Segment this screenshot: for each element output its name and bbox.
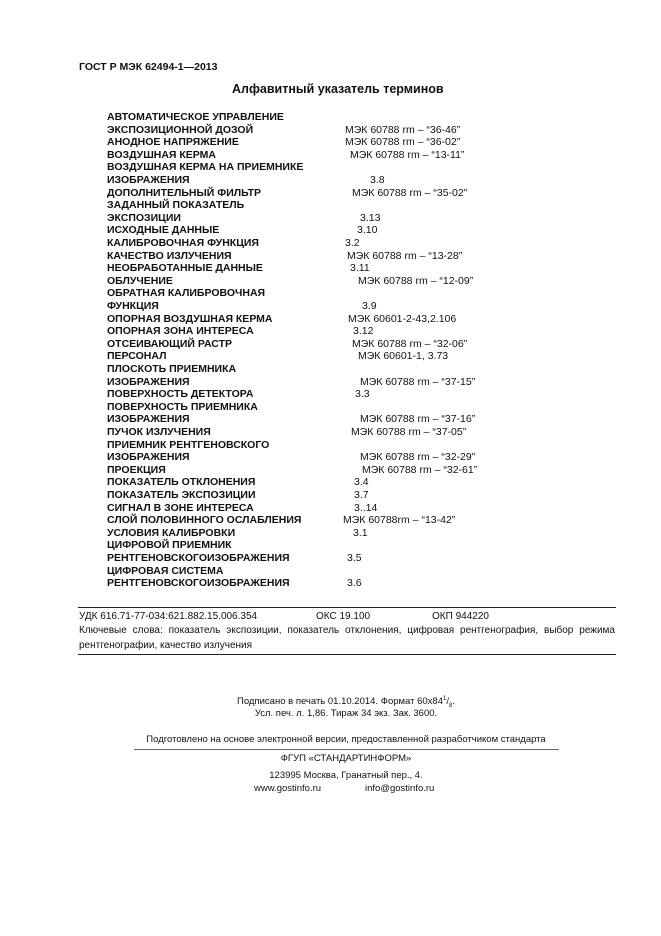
publisher-email-link[interactable]: info@gostinfo.ru bbox=[365, 783, 435, 794]
publisher: ФГУП «СТАНДАРТИНФОРМ» bbox=[280, 753, 412, 764]
index-term: ДОПОЛНИТЕЛЬНЫЙ ФИЛЬТР bbox=[107, 186, 262, 199]
index-reference: 3.3 bbox=[355, 388, 370, 401]
index-term: КАЛИБРОВОЧНАЯ ФУНКЦИЯ bbox=[107, 237, 259, 249]
index-term: ФУНКЦИЯ bbox=[107, 300, 159, 312]
index-term: УСЛОВИЯ КАЛИБРОВКИ bbox=[107, 526, 236, 539]
signed-to-print: Подписано в печать 01.10.2014. Формат $60х84^1/_8$. bbox=[237, 696, 455, 710]
index-reference: МЭК 60788 rm – “37-15” bbox=[360, 375, 476, 388]
index-reference: МЭК 60788 rm – “13-28” bbox=[347, 249, 463, 262]
index-reference: МЭК 60788 rm – “36-46” bbox=[345, 123, 461, 136]
index-term: ИСХОДНЫЕ ДАННЫЕ bbox=[107, 224, 220, 237]
index-reference: 3.7 bbox=[354, 489, 369, 501]
page-title: Алфавитный указатель терминов bbox=[232, 82, 444, 96]
index-term: ЗАДАННЫЙ ПОКАЗАТЕЛЬ bbox=[107, 199, 245, 212]
index-term: АНОДНОЕ НАПРЯЖЕНИЕ bbox=[107, 136, 239, 149]
index-term: ОТСЕИВАЮЩИЙ РАСТР bbox=[107, 337, 233, 350]
index-reference: 3.6 bbox=[347, 577, 362, 590]
okp-code: ОКП 944220 bbox=[432, 611, 489, 622]
index-reference: 3.10 bbox=[357, 224, 378, 237]
index-term: ЦИФРОВАЯ СИСТЕМА bbox=[107, 564, 224, 577]
index-term: ОПОРНАЯ ВОЗДУШНАЯ КЕРМА bbox=[107, 312, 273, 325]
index-term: ЦИФРОВОЙ ПРИЕМНИК bbox=[107, 539, 232, 552]
publisher-website-link[interactable]: www.gostinfo.ru bbox=[254, 783, 322, 794]
index-term: ОБРАТНАЯ КАЛИБРОВОЧНАЯ bbox=[107, 287, 266, 300]
index-reference: МЭК 60788 rm – “37-16” bbox=[360, 413, 476, 426]
index-term: ИЗОБРАЖЕНИЯ bbox=[107, 451, 190, 464]
index-term: ПЕРСОНАЛ bbox=[107, 350, 167, 363]
index-term: ИЗОБРАЖЕНИЯ bbox=[107, 375, 190, 388]
index-term: СИГНАЛ В ЗОНЕ ИНТЕРЕСА bbox=[107, 501, 254, 514]
index-reference: МЭК 60601-1, 3.73 bbox=[358, 350, 449, 363]
index-term: ПЛОСКОТЬ ПРИЕМНИКА bbox=[107, 363, 237, 375]
index-reference: 3.13 bbox=[360, 211, 381, 224]
index-reference: 3.8 bbox=[370, 174, 385, 186]
index-reference: МЭК 60788 rm – “35-02” bbox=[352, 186, 468, 199]
oks-code: ОКС 19.100 bbox=[316, 611, 371, 622]
index-reference: МЭК 60788 rm – “32-61” bbox=[362, 463, 478, 476]
index-reference: 3.1 bbox=[353, 526, 368, 539]
index-reference: МЭК 60788 rm – “37-05” bbox=[351, 426, 467, 438]
index-term: ОПОРНАЯ ЗОНА ИНТЕРЕСА bbox=[107, 325, 254, 338]
index-reference: МЭК 60788 rm – “12-09” bbox=[358, 274, 474, 287]
index-term: РЕНТГЕНОВСКОГОИЗОБРАЖЕНИЯ bbox=[107, 552, 290, 564]
index-term: ПОВЕРХНОСТЬ ДЕТЕКТОРА bbox=[107, 388, 254, 401]
print-sheets: Усл. печ. л. 1,86. Тираж 34 экз. Зак. 3600. bbox=[254, 708, 438, 719]
imprint-divider bbox=[134, 749, 559, 750]
index-term: КАЧЕСТВО ИЗЛУЧЕНИЯ bbox=[107, 249, 232, 262]
document-code: ГОСТ Р МЭК 62494-1—2013 bbox=[79, 61, 218, 73]
index-term: ИЗОБРАЖЕНИЯ bbox=[107, 174, 190, 186]
index-reference: 3.12 bbox=[353, 325, 374, 338]
keywords: Ключевые слова: показатель экспозиции, показатель отклонения, цифровая рентгенография, выбор режима рентгенографии, качество излучения bbox=[79, 625, 615, 651]
index-reference: 3.2 bbox=[345, 237, 360, 249]
index-term: ПОКАЗАТЕЛЬ ОТКЛОНЕНИЯ bbox=[107, 476, 256, 489]
index-reference: 3.11 bbox=[350, 262, 370, 275]
index-term: ИЗОБРАЖЕНИЯ bbox=[107, 413, 190, 426]
index-term: ЭКСПОЗИЦИИ bbox=[107, 211, 181, 224]
index-reference: МЭК 60788rm – “13-42” bbox=[343, 514, 456, 527]
index-term: АВТОМАТИЧЕСКОЕ УПРАВЛЕНИЕ bbox=[107, 111, 284, 123]
divider-bottom bbox=[78, 654, 616, 655]
index-reference: МЭК 60601-2-43,2.106 bbox=[348, 312, 457, 325]
index-term: ПОКАЗАТЕЛЬ ЭКСПОЗИЦИИ bbox=[107, 489, 256, 501]
index-term: СЛОЙ ПОЛОВИННОГО ОСЛАБЛЕНИЯ bbox=[107, 514, 302, 527]
index-term: ЭКСПОЗИЦИОННОЙ ДОЗОЙ bbox=[107, 123, 254, 136]
index-term: ВОЗДУШНАЯ КЕРМА bbox=[107, 148, 216, 161]
index-reference: МЭК 60788 rm – “32-06” bbox=[352, 337, 468, 350]
index-term: ПУЧОК ИЗЛУЧЕНИЯ bbox=[107, 426, 211, 438]
index-reference: 3..14 bbox=[354, 501, 378, 514]
index-reference: 3.5 bbox=[347, 552, 362, 564]
divider-top bbox=[78, 607, 616, 608]
index-reference: 3.4 bbox=[354, 476, 369, 489]
publisher-address: 123995 Москва, Гранатный пер., 4. bbox=[269, 770, 423, 781]
prepared-note: Подготовлено на основе электронной версии, предоставленной разработчиком стандарта bbox=[146, 734, 546, 745]
index-term: ПРОЕКЦИЯ bbox=[107, 463, 166, 476]
index-term: ПОВЕРХНОСТЬ ПРИЕМНИКА bbox=[107, 400, 258, 413]
index-reference: МЭК 60788 rm – “36-02” bbox=[345, 136, 461, 149]
index-reference: МЭК 60788 rm – “13-11” bbox=[350, 148, 465, 161]
udk-code: УДК 616.71-77-034:621.882.15.006.354 bbox=[79, 611, 258, 622]
index-reference: 3.9 bbox=[362, 300, 377, 312]
index-reference: МЭК 60788 rm – “32-29” bbox=[360, 451, 476, 464]
index-term: ПРИЕМНИК РЕНТГЕНОВСКОГО bbox=[107, 438, 270, 451]
index-term: ОБЛУЧЕНИЕ bbox=[107, 274, 173, 287]
index-term: ВОЗДУШНАЯ КЕРМА НА ПРИЕМНИКЕ bbox=[107, 161, 304, 174]
index-term: РЕНТГЕНОВСКОГОИЗОБРАЖЕНИЯ bbox=[107, 577, 290, 590]
index-term: НЕОБРАБОТАННЫЕ ДАННЫЕ bbox=[107, 262, 263, 275]
